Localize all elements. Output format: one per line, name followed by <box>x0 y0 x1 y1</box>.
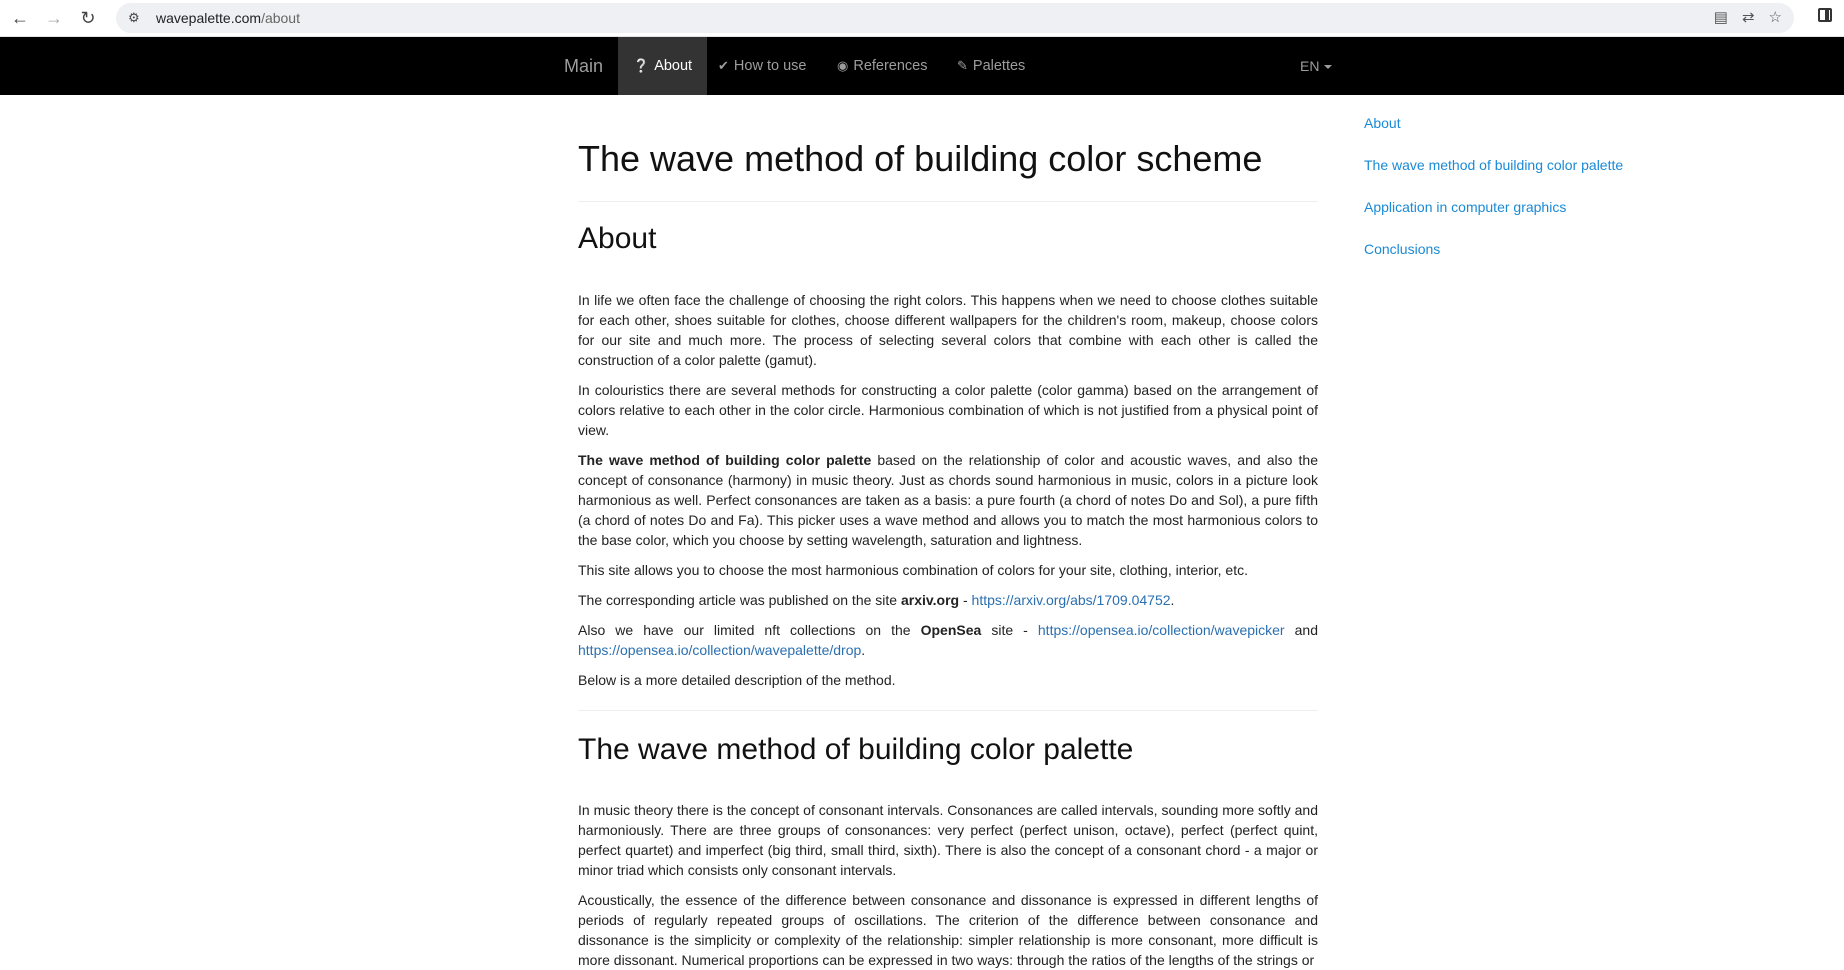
bold-text: The wave method of building color palette <box>578 452 872 468</box>
divider <box>578 710 1318 711</box>
section-heading: The wave method of building color palette <box>578 733 1134 766</box>
section-about <box>578 220 1318 690</box>
text: - <box>959 592 972 608</box>
opensea-wavepicker-link[interactable]: https://opensea.io/collection/wavepicker <box>1037 622 1285 638</box>
opensea-wavepalette-link[interactable]: https://opensea.io/collection/wavepalette/drop <box>578 642 862 658</box>
arxiv-link[interactable]: https://arxiv.org/abs/1709.04752 <box>971 592 1171 608</box>
side-navigation <box>1364 113 1623 281</box>
page-title: The wave method of building color scheme <box>578 138 1263 179</box>
sidenav-item-conclusions[interactable]: Conclusions <box>1364 241 1441 257</box>
reload-icon[interactable]: ↻ <box>80 7 96 28</box>
main-content <box>578 95 1318 970</box>
language-dropdown[interactable] <box>1300 37 1332 95</box>
paragraph: In life we often face the challenge of choosing the right colors. This happens when we need to choose clothes suitable for each other, shoes suitable for clothes, choose different wallpapers for the children's room, makeup, choose colors for our site and much more. The process of selecting several colors that combine with each other is called the construction of a color palette (gamut). <box>578 292 1318 368</box>
paragraph <box>578 590 1318 610</box>
text: and <box>1284 622 1319 638</box>
nav-item-palettes[interactable] <box>942 37 1040 95</box>
paragraph: In music theory there is the concept of consonant intervals. Consonances are called intervals, sounding more softly and harmoniously. There are three groups of consonances: very perfect (perfect unison, octave), perfect (perfect quint, perfect quartet) and imperfect (big third, small third, sixth). There is also the concept of a consonant chord - a major or minor triad which consists only consonant intervals. <box>578 802 1318 878</box>
browser-toolbar <box>0 0 1844 37</box>
bold-text: arxiv.org <box>900 592 960 608</box>
text: based on the relationship of color and acoustic waves, and also the concept of consonance (harmony) in music theory. Just as chords sound harmonious in music, colors in a picture look harmonious as well. Perfect consonances are taken as a basis: a pure fourth (a chord of notes Do and Sol), a pure fifth (a chord of notes Do and Fa). This picker uses a wave method and allows you to match the most harmonious colors to the base color, which you choose by setting wavelength, saturation and lightness. <box>578 452 1318 548</box>
url-host: wavepalette.com <box>156 10 262 26</box>
paragraph <box>578 620 1318 660</box>
text: . <box>861 642 866 658</box>
bold-text: OpenSea <box>920 622 982 638</box>
section-heading: About <box>578 222 657 255</box>
sidenav-item-computer-graphics[interactable]: Application in computer graphics <box>1364 199 1567 215</box>
site-navbar <box>0 37 1844 95</box>
bookmark-star-icon[interactable]: ☆ <box>1768 9 1782 26</box>
globe-icon: ◉ <box>837 58 849 73</box>
text: . <box>1170 592 1175 608</box>
check-icon: ✔ <box>718 58 729 73</box>
paragraph: This site allows you to choose the most harmonious combination of colors for your site, clothing, interior, etc. <box>578 562 1248 578</box>
nav-item-about[interactable] <box>618 37 707 95</box>
nav-label: References <box>853 58 928 74</box>
sidenav-item-wave-method[interactable]: The wave method of building color palette <box>1364 157 1624 173</box>
forward-icon[interactable]: → <box>45 7 63 28</box>
text: The corresponding article was published on the site <box>578 592 901 608</box>
nav-label: How to use <box>733 58 807 74</box>
translate-icon[interactable]: ⇄ <box>1741 9 1755 26</box>
language-label: EN <box>1300 58 1320 74</box>
nav-label: Palettes <box>972 58 1026 74</box>
caret-down-icon <box>1324 65 1332 69</box>
install-app-icon[interactable]: ▤ <box>1713 9 1728 26</box>
nav-label: About <box>654 58 693 74</box>
nav-item-references[interactable] <box>822 37 943 95</box>
back-icon[interactable]: ← <box>11 7 29 28</box>
pencil-icon: ✎ <box>957 58 968 73</box>
sidenav-item-about[interactable]: About <box>1364 115 1401 131</box>
text: site - <box>981 622 1038 638</box>
section-wave-method <box>578 731 1318 970</box>
url-path: /about <box>261 10 300 26</box>
navbar-brand[interactable]: Main <box>564 56 604 76</box>
text: Also we have our limited nft collections on the <box>578 622 921 638</box>
nav-item-how-to-use[interactable] <box>703 37 821 95</box>
address-bar[interactable] <box>116 3 1794 33</box>
paragraph: In colouristics there are several methods for constructing a color palette (color gamma) based on the arrangement of colors relative to each other in the color circle. Harmonious combination of which is not justified from a physical point of view. <box>578 382 1318 438</box>
side-panel-icon[interactable] <box>1818 8 1832 22</box>
paragraph <box>578 450 1318 550</box>
divider <box>578 201 1318 202</box>
question-circle-icon: ❔ <box>633 58 650 73</box>
site-info-icon[interactable]: ⚙ <box>128 10 140 25</box>
paragraph: Below is a more detailed description of the method. <box>578 672 896 688</box>
paragraph: Acoustically, the essence of the difference between consonance and dissonance is expressed in different lengths of periods of regularly repeated groups of oscillations. The criterion of the difference between consonance and dissonance is the simplicity or complexity of the relationship: simpler relationship is more consonant, more difficult is more dissonant. Numerical proportions can be expressed in two ways: through the ratios of the lengths of the strings or <box>578 892 1318 968</box>
